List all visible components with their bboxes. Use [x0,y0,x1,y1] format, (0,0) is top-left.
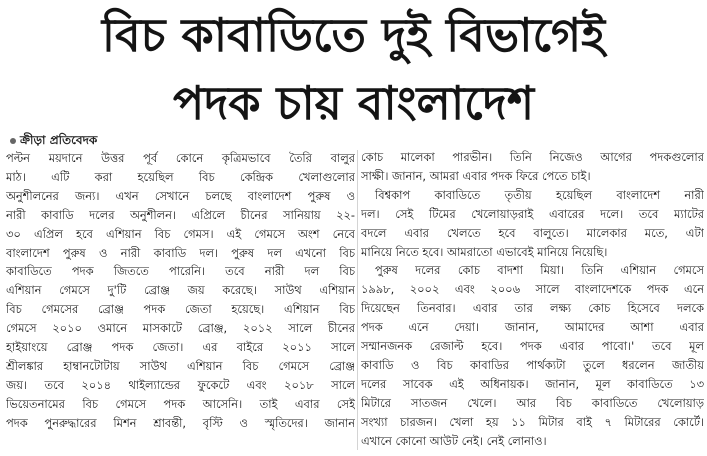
article-line: গেমসে ২০১০ ওমানে মাসকাটে ব্রোঞ্জ, ২০১২ সালে চীনের [6,321,355,336]
article-line: হাইয়াংয়ে ব্রোঞ্জ পদক জেতা। এর বাইরে ২০১১ সালে [6,340,355,355]
article-line: পদক এনে দেয়া। জানান, আমাদের আশা এবার [361,320,704,335]
article-line: কাবাডিতে পদক জিততে পারেনি। তবে নারী দল বিচ [6,264,355,279]
article-column-left [6,149,355,433]
headline-line-2: পদক চায় বাংলাদেশ [172,76,535,130]
article-line: এখানে কোনো আউট নেই। নেই লোনাও। [361,433,547,448]
article-line: পুরুষ দলের কোচ বাদশা মিয়া। তিনি এশিয়ান গেমসে [375,263,704,278]
article-line: বিচ গেমসের ব্রোঞ্জ পদক জেতা হয়েছে। এশিয়ান বিচ [6,302,355,317]
article-line: পদক পুনরুদ্ধারের মিশন শ্রাবন্তী, বৃস্টি ও স্মৃতিদের। জানান [6,415,355,430]
article-line: জয়। তবে ২০১৪ থাইল্যান্ডের ফুকেটে এবং ২০১৮ সালে [6,377,355,392]
byline-text: ক্রীড়া প্রতিবেদক [20,133,98,147]
article-line: মানিয়ে নিতে হবে। আমরাতো এভাবেই মানিয়ে নিয়েছি। [361,244,608,259]
article-line: দিয়েছেন তিনবার। এবার তার লক্ষ্য কোচ হিসেবে দলকে [361,301,704,316]
article-line: মিটারে সাতজন খেলে। আর বিচ কাবাডিতে খেলোয়াড় [361,395,704,410]
article-line: কোচ মালেকা পারভীন। তিনি নিজেও আগের পদকগুলোর [361,150,704,164]
article-line: শ্রীলঙ্কার হাম্বানটোটায় সাউথ এশিয়ান বিচ গেমসে ব্রোঞ্জ [6,358,355,373]
article-line: কাবাডি ও বিচ কাবাডির পার্থক্যটা তুলে ধরলেন জাতীয় [361,357,704,372]
article-line: বাংলাদেশ পুরুষ ও নারী কাবাডি দল। পুরুষ দল এখনো বিচ [6,245,355,260]
article-line: নারী কাবাডি দলের অনুশীলন। এপ্রিলে চীনের সানিয়ায় ২২- [6,207,355,222]
article-line: ভিয়েতনামের বিচ গেমসে পদক আসেনি। তাই এবার সেই [6,396,355,411]
article-line: এশিয়ান গেমসে দু'টি ব্রোঞ্জ জয় করেছে। সাউথ এশিয়ান [6,283,355,298]
byline [10,133,97,148]
headline-line-1: বিচ কাবাডিতে দুই বিভাগেই [101,8,606,62]
article-line: সংখ্যা চারজন। খেলা হয় ১১ মিটার বাই ৭ মিটারের কোর্টে। [361,414,704,429]
article-line: বদলে এবার খেলতে হবে বালুতে। মালেকার মতে, এটা [361,225,704,240]
bullet-icon [10,138,16,144]
article-line: দল। সেই টিমের খেলোয়াড়রাই এবারের দলে। তবে ম্যাটের [361,206,704,221]
article-line: দলের সাবেক এই অধিনায়ক। জানান, মূল কাবাডিতে ১৩ [361,376,704,391]
article-line: বিশ্বকাপ কাবাডিতে তৃতীয় হয়েছিল বাংলাদেশ নারী [375,187,704,202]
article-line: সাক্ষী। জানান, আমরা এবার পদক ফিরে পেতে চাই। [361,168,591,183]
article-line: ৩০ এপ্রিল হবে এশিয়ান বিচ গেমস। এই গেমসে অংশ নেবে [6,226,355,241]
article-line: পল্টন ময়দানে উত্তর পূর্ব কোনে কৃত্রিমভাবে তৈরি বালুর [6,151,355,165]
article-line: সম্মানজনক রেজাল্ট হবে। পদক এবার পাবো।' তবে মূল [361,339,704,354]
article-line: অনুশীলনের জন্য। এখন সেখানে চলছে বাংলাদেশ পুরুষ ও [6,188,355,203]
article-line: ১৯৯৮, ২০০২ এবং ২০০৬ সালে বাংলাদেশকে পদক এনে [361,282,704,297]
article-column-right [361,148,704,451]
column-divider [357,150,358,450]
article-line: মাঠ। এটি করা হয়েছিল বিচ কেন্দ্রিক খেলাগুলোর [6,169,355,184]
